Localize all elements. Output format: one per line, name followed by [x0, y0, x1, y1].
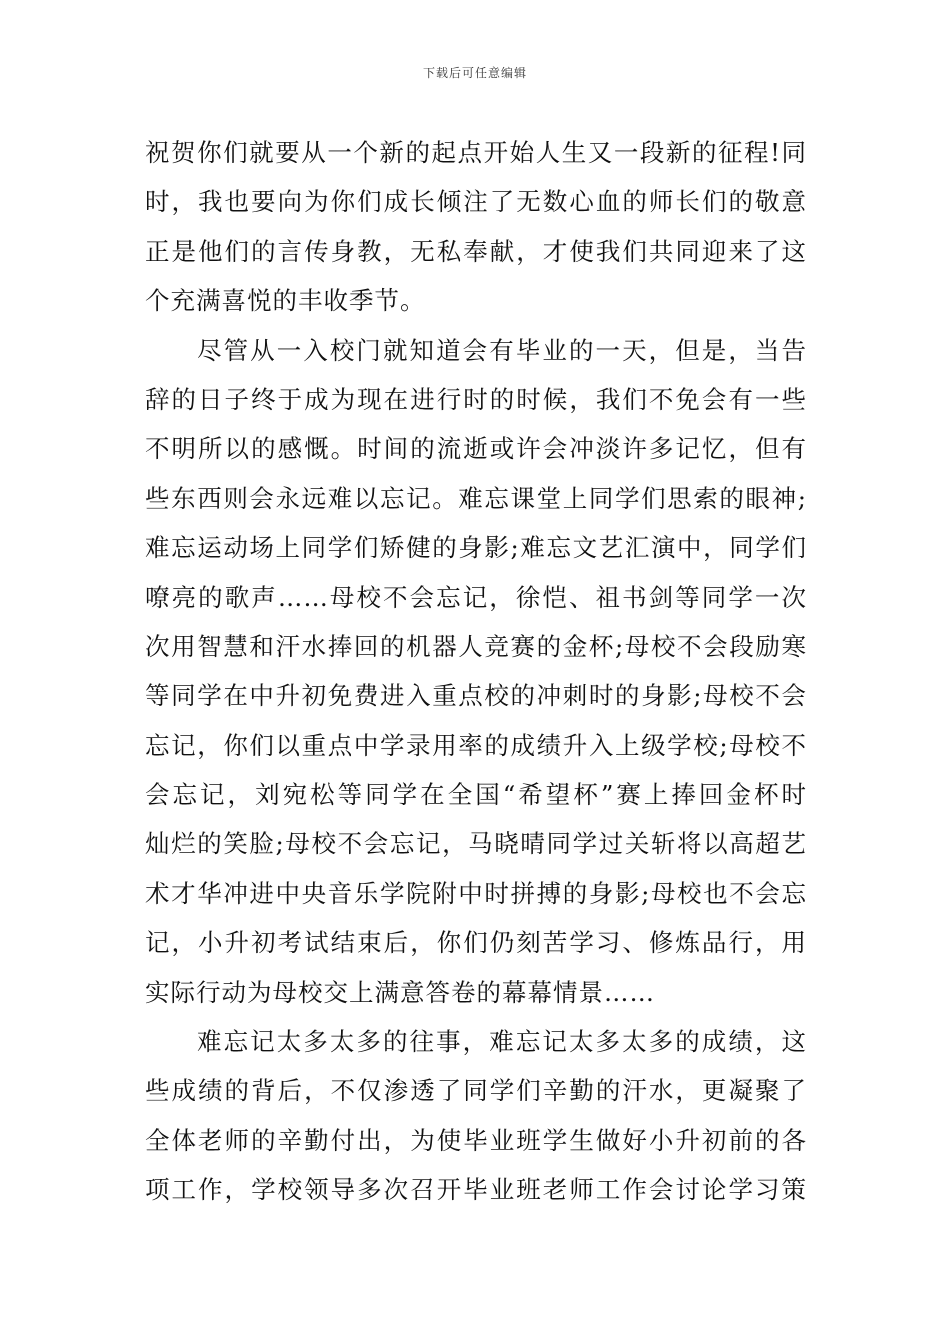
text-line: 个充满喜悦的丰收季节。	[145, 286, 426, 316]
text-line: 忘记，你们以重点中学录用率的成绩升入上级学校;母校不	[145, 730, 807, 760]
text-line: 项工作，学校领导多次召开毕业班老师工作会讨论学习策	[145, 1175, 807, 1205]
text-line: 难忘运动场上同学们矫健的身影;难忘文艺汇演中，同学们	[145, 533, 807, 563]
header-note: 下载后可任意编辑	[422, 66, 527, 80]
text-line: 不明所以的感慨。时间的流逝或许会冲淡许多记忆，但有	[145, 434, 807, 464]
text-line: 实际行动为母校交上满意答卷的幕幕情景……	[145, 977, 655, 1007]
text-line: 全体老师的辛勤付出，为使毕业班学生做好小升初前的各	[145, 1125, 807, 1155]
text-line: 尽管从一入校门就知道会有毕业的一天，但是，当告	[197, 335, 807, 365]
text-line: 些东西则会永远难以忘记。难忘课堂上同学们思索的眼神;	[145, 483, 807, 513]
text-line: 时，我也要向为你们成长倾注了无数心血的师长们的敬意	[145, 187, 807, 217]
text-line: 嘹亮的歌声……母校不会忘记，徐恺、祖书剑等同学一次	[145, 582, 807, 612]
text-line: 些成绩的背后，不仅渗透了同学们辛勤的汗水，更凝聚了	[145, 1076, 807, 1106]
text-line: 等同学在中升初免费进入重点校的冲刺时的身影;母校不会	[145, 681, 807, 711]
text-line: 记，小升初考试结束后，你们仍刻苦学习、修炼品行，用	[145, 928, 807, 958]
text-line: 次用智慧和汗水捧回的机器人竞赛的金杯;母校不会段励寒	[145, 631, 807, 661]
text-line: 灿烂的笑脸;母校不会忘记，马晓晴同学过关斩将以高超艺	[145, 829, 807, 859]
body-text	[145, 128, 807, 1215]
text-line: 祝贺你们就要从一个新的起点开始人生又一段新的征程!同	[145, 138, 807, 167]
text-line: 难忘记太多太多的往事，难忘记太多太多的成绩，这	[197, 1027, 807, 1057]
text-line: 术才华冲进中央音乐学院附中时拼搏的身影;母校也不会忘	[145, 878, 807, 908]
text-line: 正是他们的言传身教，无私奉献，才使我们共同迎来了这	[145, 236, 807, 266]
text-line: 辞的日子终于成为现在进行时的时候，我们不免会有一些	[145, 384, 807, 414]
text-line: 会忘记，刘宛松等同学在全国“希望杯”赛上捧回金杯时	[145, 780, 807, 810]
